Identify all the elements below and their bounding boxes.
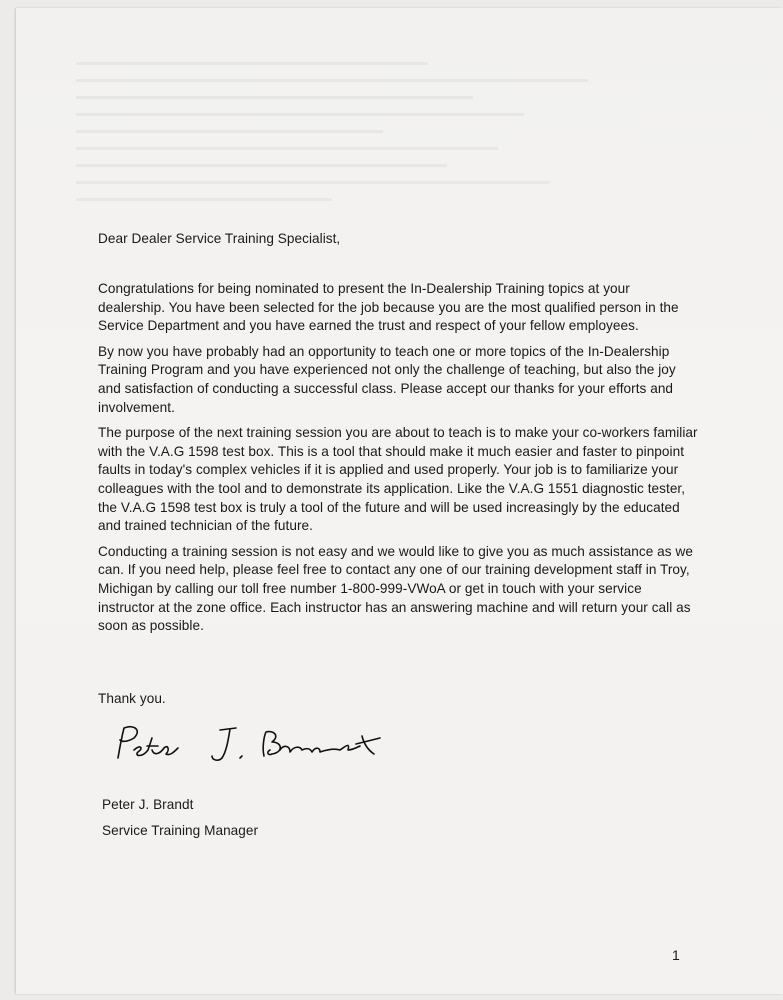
paragraph-2: By now you have probably had an opportunity to teach one or more topics of the In-Dealership Training Program and you have experienced not only the challenge of teaching, but also the joy and satisfaction of conducting a successful class. Please accept our thanks for your efforts and involvement. <box>98 343 676 415</box>
signer-name: Peter J. Brandt <box>102 797 194 812</box>
letter-body <box>98 280 698 643</box>
handwritten-signature <box>112 720 412 770</box>
signer-title: Service Training Manager <box>102 823 259 838</box>
paragraph-4: Conducting a training session is not easy and we would like to give you as much assistance as we can. If you need help, please feel free to contact any one of our training development staff in Troy, Michigan by calling our toll free number 1-800-999-VWoA or get in touch with your service instructor at the zone office. Each instructor has an answering machine and will return your call as soon as possible. <box>98 543 693 634</box>
paragraph-1: Congratulations for being nominated to present the In-Dealership Training topics at your dealership. You have been selected for the job because you are the most qualified person in the Service Department and you have earned the trust and respect of your fellow employees. <box>98 281 679 334</box>
letter-page <box>16 8 783 994</box>
salutation: Dear Dealer Service Training Specialist, <box>98 231 341 246</box>
page-number: 1 <box>672 947 680 963</box>
show-through-text <box>76 48 716 308</box>
closing: Thank you. <box>98 691 166 706</box>
paragraph-3: The purpose of the next training session you are about to teach is to make your co-workers familiar with the V.A.G 1598 test box. This is a tool that should make it much easier and faster to pinpoint faults in today's complex vehicles if it is applied and used properly. Your job is to familiarize your colleagues with the tool and to demonstrate its application. Like the V.A.G 1551 diagnostic tester, the V.A.G 1598 test box is truly a tool of the future and will be used increasingly by the educated and trained technician of the future. <box>98 425 698 534</box>
